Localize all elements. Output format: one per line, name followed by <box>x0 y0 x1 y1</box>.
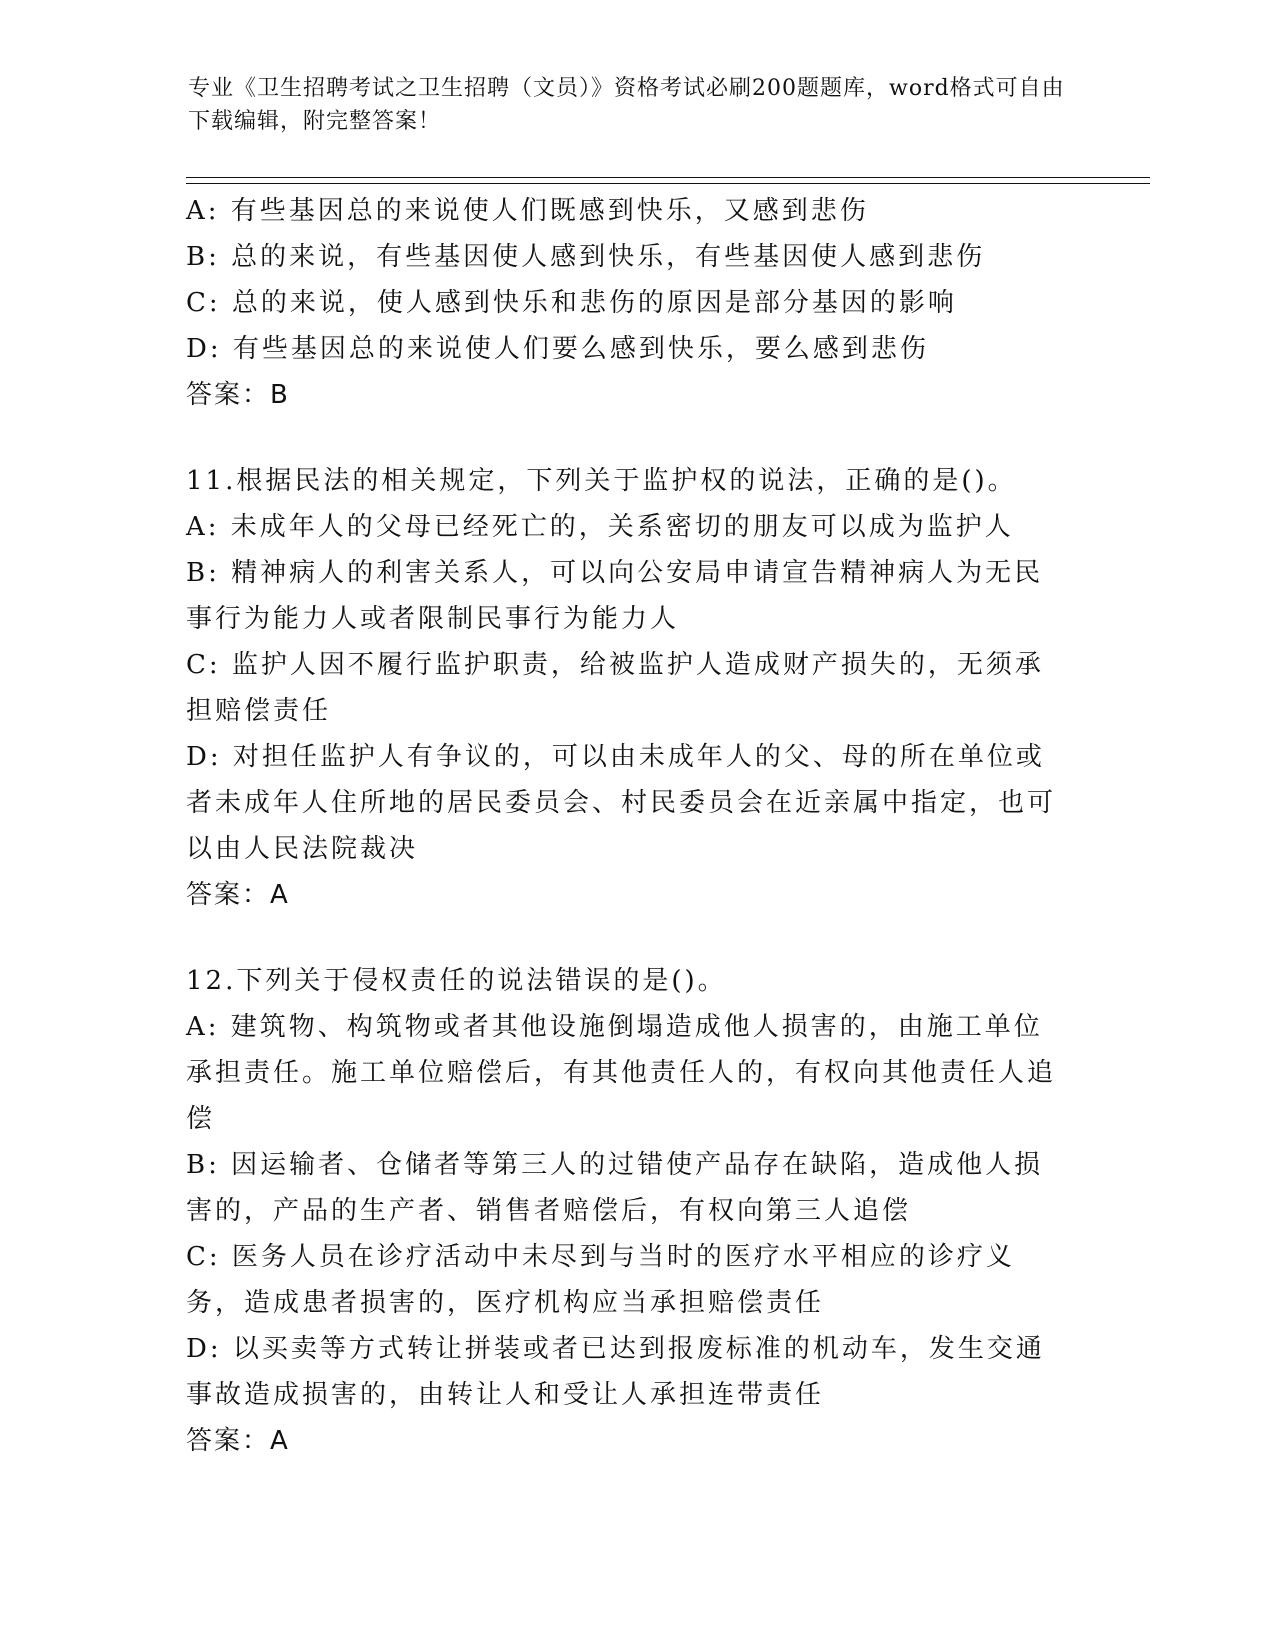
answer-line: 答案：A <box>186 880 290 910</box>
question-block-prev <box>186 188 1066 418</box>
spacer <box>186 918 1066 958</box>
question-block-11 <box>186 458 1066 918</box>
option-b: B: 总的来说，有些基因使人感到快乐，有些基因使人感到悲伤 <box>186 242 986 272</box>
option-b: B: 精神病人的利害关系人，可以向公安局申请宣告精神病人为无民事行为能力人或者限制民事行为能力人 <box>186 558 1044 634</box>
document-header: 专业《卫生招聘考试之卫生招聘（文员）》资格考试必刷200题题库，word格式可自由下载编辑，附完整答案！ <box>188 76 1065 134</box>
answer-line: 答案：A <box>186 1426 290 1456</box>
option-a: A: 未成年人的父母已经死亡的，关系密切的朋友可以成为监护人 <box>186 512 1014 542</box>
option-a: A: 有些基因总的来说使人们既感到快乐，又感到悲伤 <box>186 196 869 226</box>
header-rule-thick <box>186 183 1150 184</box>
header-rule-thin <box>186 177 1150 178</box>
question-block-12 <box>186 958 1066 1464</box>
option-c: C: 医务人员在诊疗活动中未尽到与当时的医疗水平相应的诊疗义务，造成患者损害的，医疗机构应当承担赔偿责任 <box>186 1242 1015 1318</box>
option-d: D: 对担任监护人有争议的，可以由未成年人的父、母的所在单位或者未成年人住所地的居民委员会、村民委员会在近亲属中指定，也可以由人民法院裁决 <box>186 742 1057 864</box>
option-d: D: 以买卖等方式转让拼装或者已达到报废标准的机动车，发生交通事故造成损害的，由转让人和受让人承担连带责任 <box>186 1334 1045 1410</box>
question-title: 11.根据民法的相关规定，下列关于监护权的说法，正确的是()。 <box>186 466 1017 496</box>
option-b: B: 因运输者、仓储者等第三人的过错使产品存在缺陷，造成他人损害的，产品的生产者、销售者赔偿后，有权向第三人追偿 <box>186 1150 1044 1226</box>
option-d: D: 有些基因总的来说使人们要么感到快乐，要么感到悲伤 <box>186 334 929 364</box>
option-c: C: 监护人因不履行监护职责，给被监护人造成财产损失的，无须承担赔偿责任 <box>186 650 1044 726</box>
answer-line: 答案：B <box>186 380 290 410</box>
spacer <box>186 418 1066 458</box>
option-a: A: 建筑物、构筑物或者其他设施倒塌造成他人损害的，由施工单位承担责任。施工单位赔偿后，有其他责任人的，有权向其他责任人追偿 <box>186 1012 1057 1134</box>
document-body <box>186 188 1066 1464</box>
question-title: 12.下列关于侵权责任的说法错误的是()。 <box>186 966 727 996</box>
option-c: C: 总的来说，使人感到快乐和悲伤的原因是部分基因的影响 <box>186 288 957 318</box>
